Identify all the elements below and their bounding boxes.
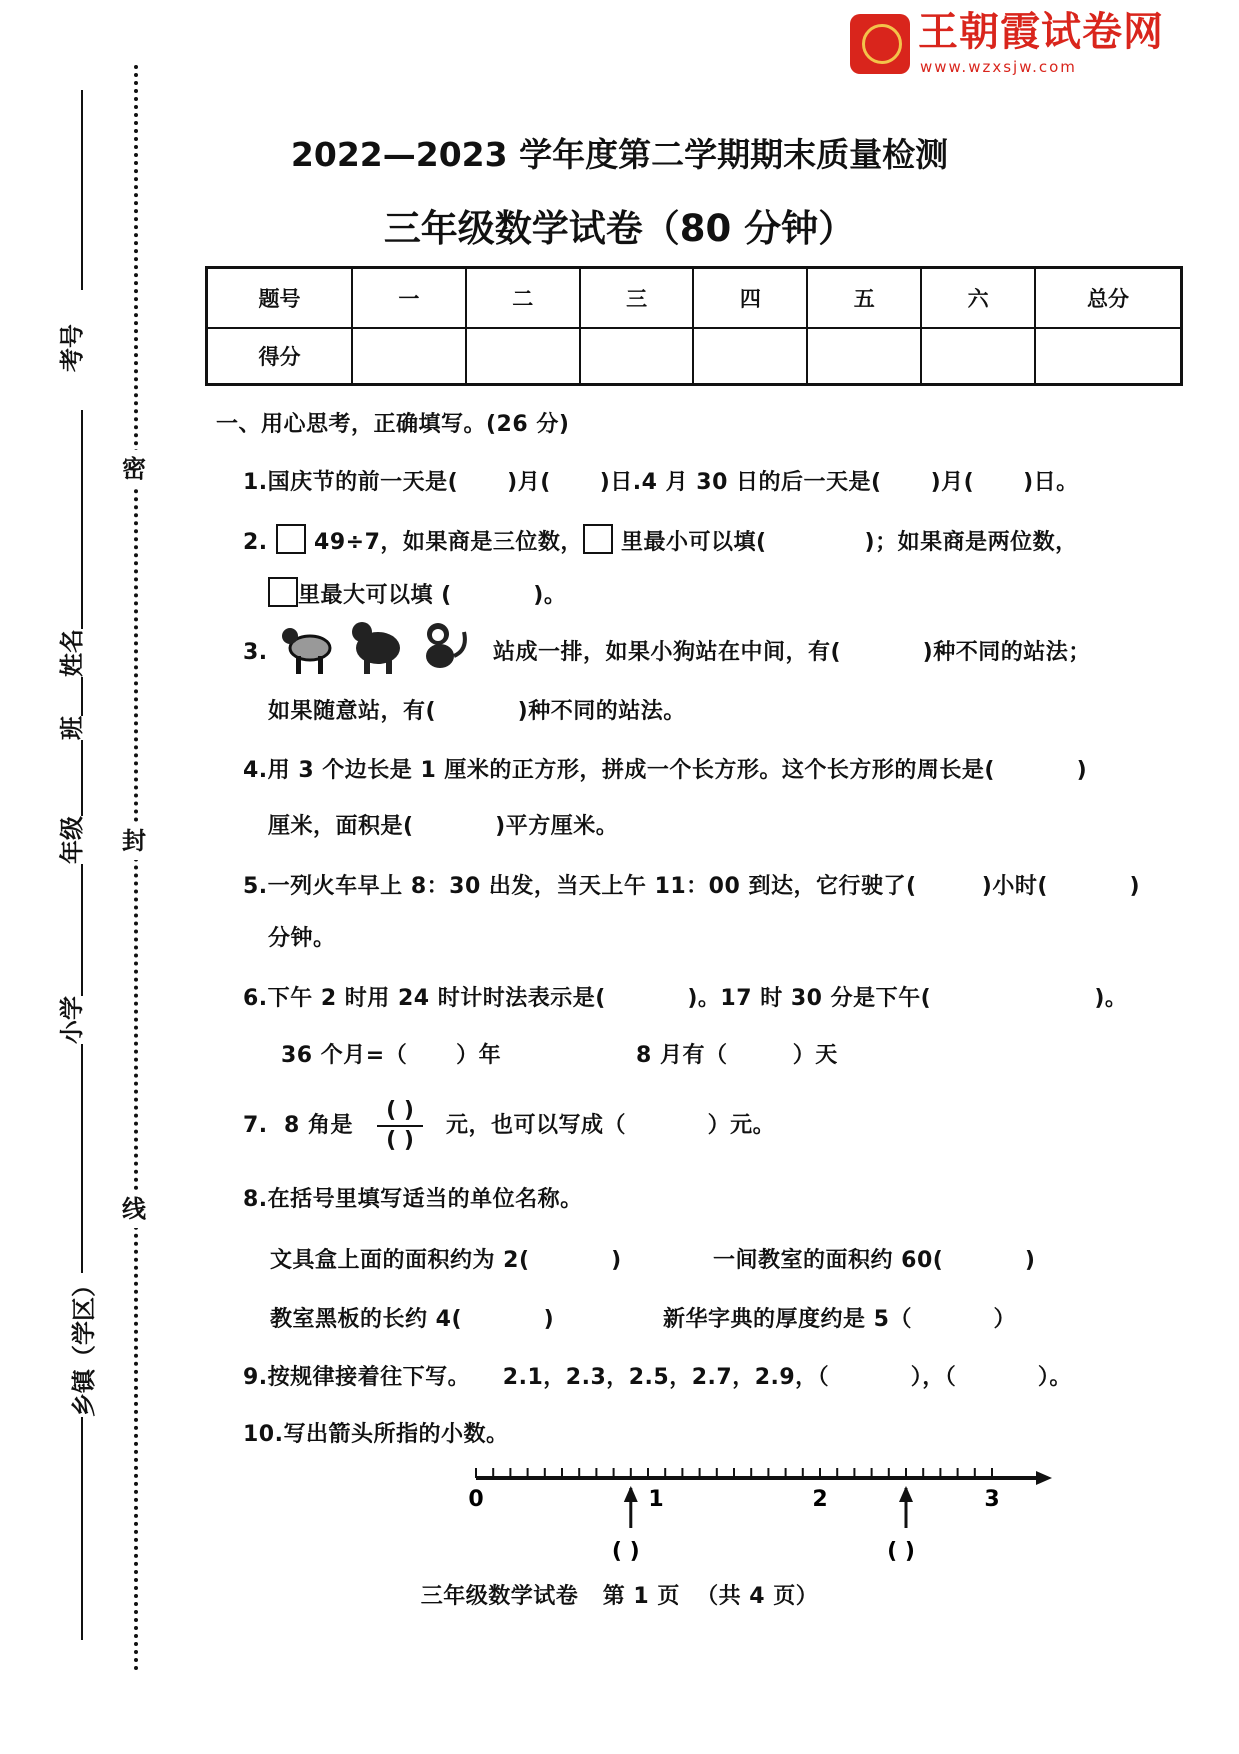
answer-blank[interactable]: ( )	[887, 1539, 915, 1563]
score-cell[interactable]	[807, 328, 921, 385]
question-6-months: 36 个月=（ ）年	[281, 1043, 502, 1068]
seal-mark: 封	[122, 822, 146, 860]
question-5-line2: 分钟。	[268, 926, 336, 951]
fraction-blank[interactable]	[375, 1097, 425, 1155]
score-cell[interactable]	[580, 328, 694, 385]
margin-line	[81, 90, 83, 290]
exam-subtitle: 三年级数学试卷（80 分钟）	[383, 207, 856, 250]
seal-mark: 密	[122, 450, 146, 488]
q-text: 里最大可以填 ( )。	[298, 583, 567, 608]
q-text: 49÷7，如果商是三位数，	[314, 530, 583, 555]
question-8a: 文具盒上面的面积约为 2( )	[270, 1248, 622, 1273]
question-8: 8.在括号里填写适当的单位名称。	[243, 1187, 583, 1212]
question-9: 9.按规律接着往下写。 2.1，2.3，2.5，2.7，2.9，（ ），（ ）。	[243, 1365, 1072, 1390]
score-cell[interactable]	[693, 328, 807, 385]
number-line	[440, 1458, 1060, 1563]
header-cell: 总分	[1035, 268, 1182, 328]
pointer-arrowhead	[899, 1486, 913, 1502]
header-cell: 四	[693, 268, 807, 328]
question-6-august: 8 月有（ ）天	[636, 1043, 838, 1068]
question-6: 6.下午 2 时用 24 时计时法表示是( )。17 时 30 分是下午( )。	[243, 986, 1128, 1011]
q-text: 里最小可以填( )；如果商是两位数，	[621, 530, 1078, 555]
score-cell[interactable]	[921, 328, 1035, 385]
question-8d: 新华字典的厚度约是 5（ ）	[663, 1307, 1017, 1332]
question-4: 4.用 3 个边长是 1 厘米的正方形，拼成一个长方形。这个长方形的周长是( )	[243, 758, 1088, 783]
field-exam-number: 考号	[58, 324, 86, 372]
cat-icon	[352, 622, 400, 674]
animals-illustration	[278, 618, 473, 678]
question-3: 站成一排，如果小狗站在中间，有( )种不同的站法；	[493, 640, 1091, 665]
question-2	[243, 524, 1078, 558]
axis-arrowhead	[1036, 1471, 1052, 1485]
header-cell: 题号	[207, 268, 353, 328]
logo-emblem-icon	[850, 14, 910, 74]
answer-blank[interactable]: ( )	[611, 1539, 640, 1563]
section-heading: 一、用心思考，正确填写。(26 分)	[216, 412, 570, 437]
monkey-icon	[426, 623, 465, 668]
question-8b: 一间教室的面积约 60( )	[713, 1248, 1036, 1273]
blank-box[interactable]	[583, 524, 613, 554]
field-name: 姓名	[58, 629, 86, 677]
question-7-rest: 元，也可以写成（ ）元。	[446, 1113, 776, 1138]
logo-url: www.wzxsjw.com	[920, 58, 1077, 76]
question-8c: 教室黑板的长约 4( )	[270, 1307, 555, 1332]
field-class: 班	[58, 716, 86, 740]
header-cell: 三	[580, 268, 694, 328]
question-7: 7. 8 角是	[243, 1113, 353, 1138]
row-label: 得分	[207, 328, 353, 385]
field-town: 乡镇（学区）	[70, 1273, 98, 1417]
seal-dotted-line	[134, 65, 138, 1672]
question-3-line2: 如果随意站，有( )种不同的站法。	[268, 699, 686, 724]
tick-label: 2	[812, 1487, 828, 1512]
header-cell: 五	[807, 268, 921, 328]
pointer-arrowhead	[624, 1486, 638, 1502]
question-1: 1.国庆节的前一天是( )月( )日.4 月 30 日的后一天是( )月( )日。	[243, 470, 1079, 495]
tick-label: 3	[984, 1487, 1000, 1512]
denominator-blank[interactable]: ( )	[386, 1128, 414, 1153]
exam-title: 2022—2023 学年度第二学期期末质量检测	[290, 135, 949, 174]
field-grade: 年级	[58, 816, 86, 864]
question-5: 5.一列火车早上 8：30 出发，当天上午 11：00 到达，它行驶了( )小时( )	[243, 874, 1141, 899]
seal-mark: 线	[122, 1190, 146, 1228]
numerator-blank[interactable]: ( )	[386, 1098, 414, 1123]
blank-box[interactable]	[276, 524, 306, 554]
tick-label: 0	[468, 1487, 484, 1512]
blank-box[interactable]	[268, 577, 298, 607]
header-cell: 一	[352, 268, 466, 328]
header-cell: 六	[921, 268, 1035, 328]
tick-label: 1	[648, 1487, 664, 1512]
question-10: 10.写出箭头所指的小数。	[243, 1422, 509, 1447]
question-4-line2: 厘米，面积是( )平方厘米。	[268, 814, 619, 839]
header-cell: 二	[466, 268, 580, 328]
logo-name: 王朝霞试卷网	[918, 9, 1164, 55]
score-cell[interactable]	[352, 328, 466, 385]
dog-icon	[282, 628, 330, 674]
site-logo	[850, 10, 1180, 80]
q-number: 3.	[243, 640, 268, 665]
score-cell[interactable]	[1035, 328, 1182, 385]
q-number: 2.	[243, 530, 268, 555]
question-2-line2	[268, 577, 566, 611]
page-footer: 三年级数学试卷 第 1 页 （共 4 页）	[420, 1584, 819, 1609]
score-cell[interactable]	[466, 328, 580, 385]
field-school: 小学	[58, 996, 86, 1044]
score-table	[205, 266, 1183, 386]
